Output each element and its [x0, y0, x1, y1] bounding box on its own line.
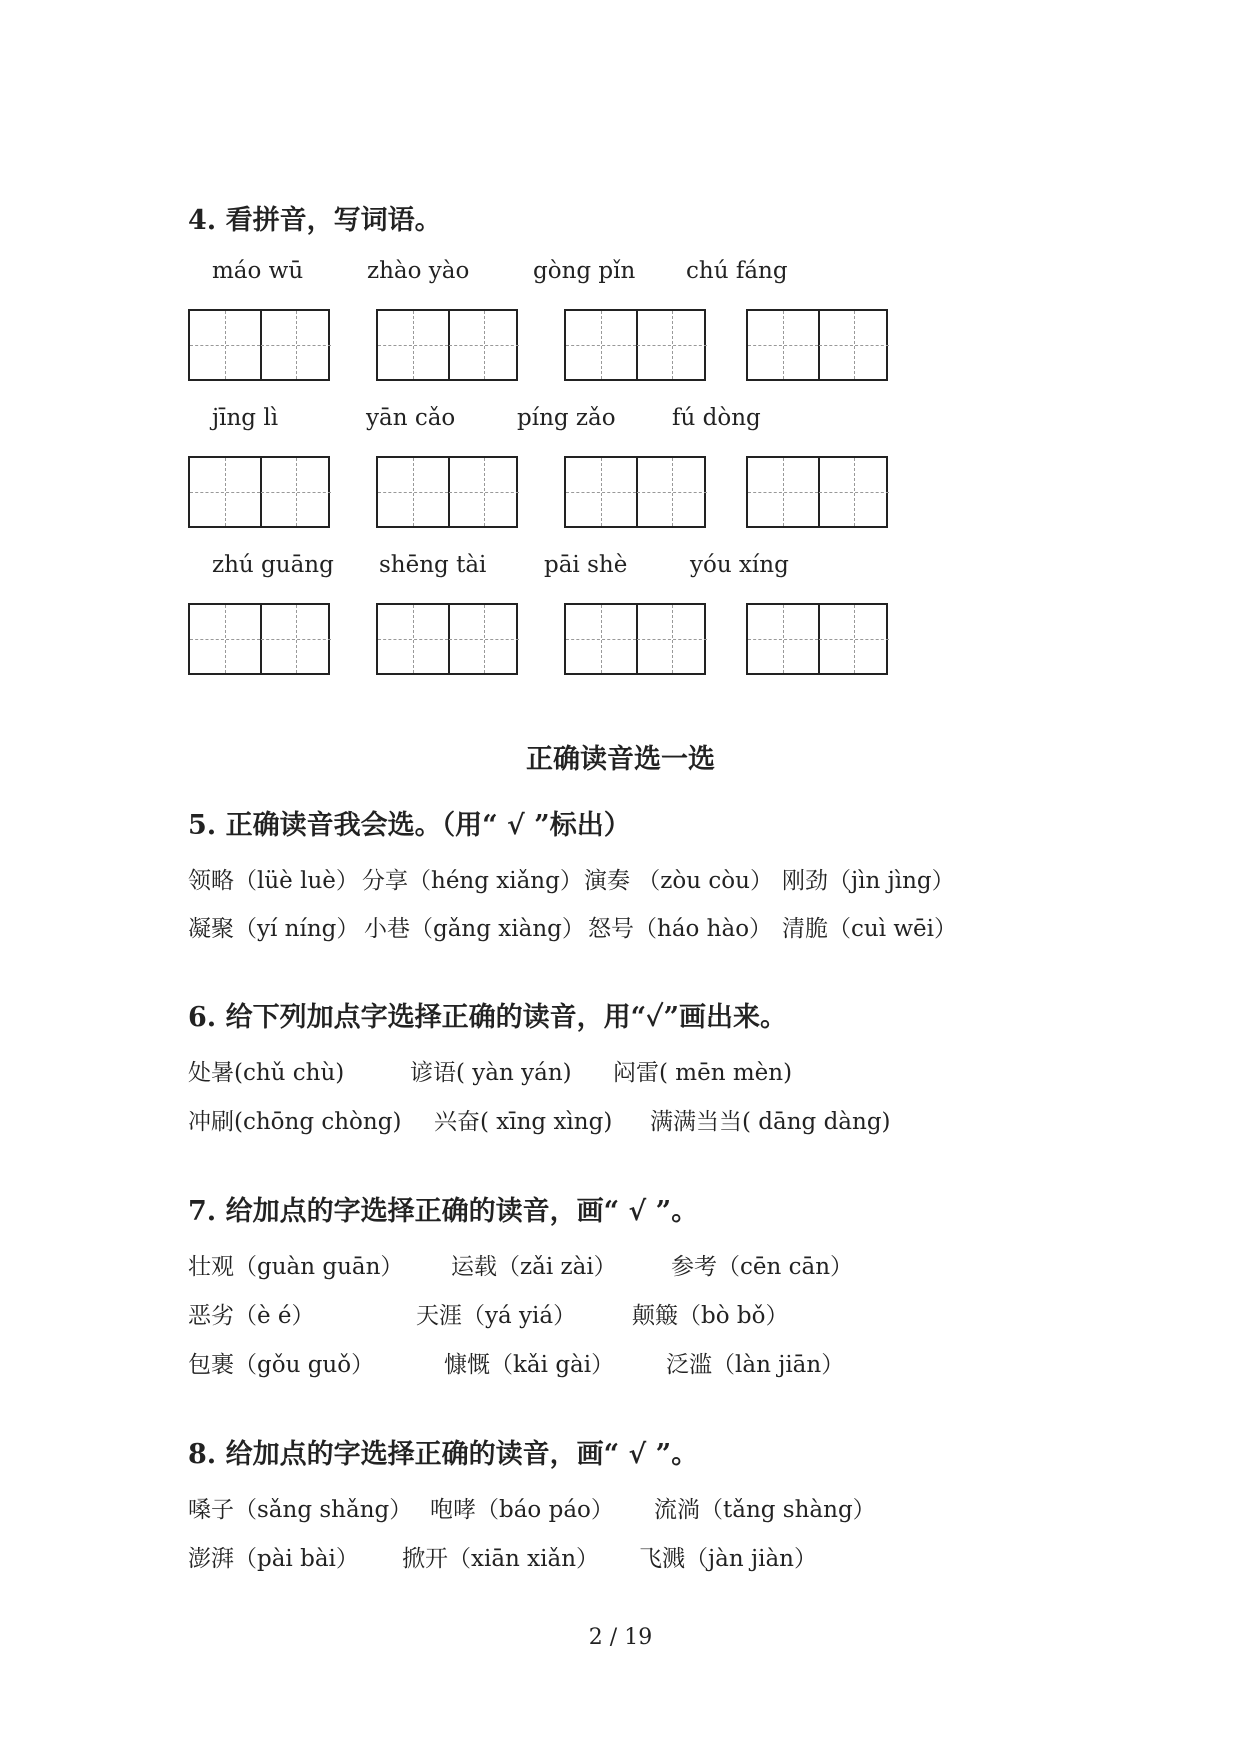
- reading-option[interactable]: 怒号（háo hào）: [588, 916, 773, 942]
- writing-grid-row: [188, 309, 888, 381]
- writing-box[interactable]: [376, 603, 518, 675]
- writing-box[interactable]: [746, 309, 888, 381]
- reading-option[interactable]: 运载（zǎi zài）: [451, 1254, 617, 1280]
- q4-title: 4. 看拼音，写词语。: [188, 205, 442, 236]
- reading-option[interactable]: 飞溅（jàn jiàn）: [639, 1546, 817, 1572]
- pinyin-label: zhào yào: [367, 258, 470, 284]
- reading-option[interactable]: 刚劲（jìn jìng）: [782, 868, 955, 894]
- writing-box[interactable]: [188, 309, 330, 381]
- q7-line-1: [188, 1248, 1188, 1278]
- q6-line-1: [188, 1054, 1188, 1084]
- reading-option[interactable]: 小巷（gǎng xiàng）: [364, 916, 585, 942]
- q6-title: 6. 给下列加点字选择正确的读音，用“✓”画出来。: [188, 1002, 788, 1033]
- pinyin-label: máo wū: [212, 258, 304, 284]
- pinyin-label: píng zǎo: [517, 405, 616, 431]
- reading-option[interactable]: 凝聚（yí níng）: [188, 916, 360, 942]
- reading-option[interactable]: 处暑(chǔ chù): [188, 1060, 345, 1086]
- reading-option[interactable]: 颠簸（bò bǒ）: [632, 1303, 789, 1329]
- q7-title: 7. 给加点的字选择正确的读音，画“ √ ”。: [188, 1196, 699, 1227]
- reading-option[interactable]: 泛滥（làn jiān）: [666, 1352, 845, 1378]
- pinyin-label: gòng pǐn: [533, 258, 636, 284]
- reading-option[interactable]: 清脆（cuì wēi）: [782, 916, 958, 942]
- writing-box[interactable]: [746, 456, 888, 528]
- reading-option[interactable]: 闷雷( mēn mèn): [613, 1060, 793, 1086]
- reading-option[interactable]: 冲刷(chōng chòng): [188, 1109, 402, 1135]
- reading-option[interactable]: 壮观（guàn guān）: [188, 1254, 404, 1280]
- reading-option[interactable]: 兴奋( xīng xìng): [434, 1109, 613, 1135]
- q6-line-2: [188, 1103, 1188, 1133]
- writing-box[interactable]: [188, 456, 330, 528]
- reading-option[interactable]: 满满当当( dāng dàng): [650, 1109, 891, 1135]
- writing-box[interactable]: [376, 309, 518, 381]
- writing-box[interactable]: [746, 603, 888, 675]
- reading-option[interactable]: 掀开（xiān xiǎn）: [402, 1546, 600, 1572]
- writing-box[interactable]: [188, 603, 330, 675]
- page-number: 2 / 19: [588, 1625, 653, 1650]
- pinyin-label: jīng lì: [212, 405, 279, 431]
- writing-grid-row: [188, 603, 888, 675]
- reading-option[interactable]: 恶劣（è é）: [188, 1303, 315, 1329]
- pinyin-label: pāi shè: [544, 552, 628, 578]
- q8-line-1: [188, 1491, 1188, 1521]
- writing-box[interactable]: [564, 456, 706, 528]
- reading-option[interactable]: 澎湃（pài bài）: [188, 1546, 359, 1572]
- writing-grid-row: [188, 456, 888, 528]
- reading-option[interactable]: 分享（héng xiǎng）: [362, 868, 583, 894]
- reading-option[interactable]: 咆哮（báo páo）: [430, 1497, 614, 1523]
- writing-box[interactable]: [564, 603, 706, 675]
- reading-option[interactable]: 谚语( yàn yán): [410, 1060, 572, 1086]
- q7-line-3: [188, 1346, 1188, 1376]
- writing-box[interactable]: [376, 456, 518, 528]
- q5-title: 5. 正确读音我会选。（用“ √ ”标出）: [188, 810, 631, 841]
- pinyin-label: shēng tài: [379, 552, 487, 578]
- q7-line-2: [188, 1297, 1188, 1327]
- q8-line-2: [188, 1540, 1188, 1570]
- writing-box[interactable]: [564, 309, 706, 381]
- pinyin-label: yóu xíng: [690, 552, 789, 578]
- reading-option[interactable]: 天涯（yá yiá）: [416, 1303, 577, 1329]
- reading-option[interactable]: 参考（cēn cān）: [671, 1254, 854, 1280]
- pinyin-label: yān cǎo: [366, 405, 456, 431]
- reading-option[interactable]: 慷慨（kǎi gài）: [444, 1352, 615, 1378]
- pinyin-label: fú dòng: [672, 405, 761, 431]
- reading-option[interactable]: 领略（lüè luè）: [188, 868, 359, 894]
- q5-line-1: [188, 862, 1188, 892]
- pinyin-label: zhú guāng: [212, 552, 334, 578]
- q8-title: 8. 给加点的字选择正确的读音，画“ √ ”。: [188, 1439, 699, 1470]
- pinyin-label: chú fáng: [686, 258, 788, 284]
- reading-option[interactable]: 流淌（tǎng shàng）: [654, 1497, 876, 1523]
- q5-line-2: [188, 910, 1188, 940]
- reading-option[interactable]: 演奏 （zòu còu）: [584, 868, 773, 894]
- reading-option[interactable]: 嗓子（sǎng shǎng）: [188, 1497, 413, 1523]
- section-title: 正确读音选一选: [526, 744, 715, 775]
- reading-option[interactable]: 包裹（gǒu guǒ）: [188, 1352, 375, 1378]
